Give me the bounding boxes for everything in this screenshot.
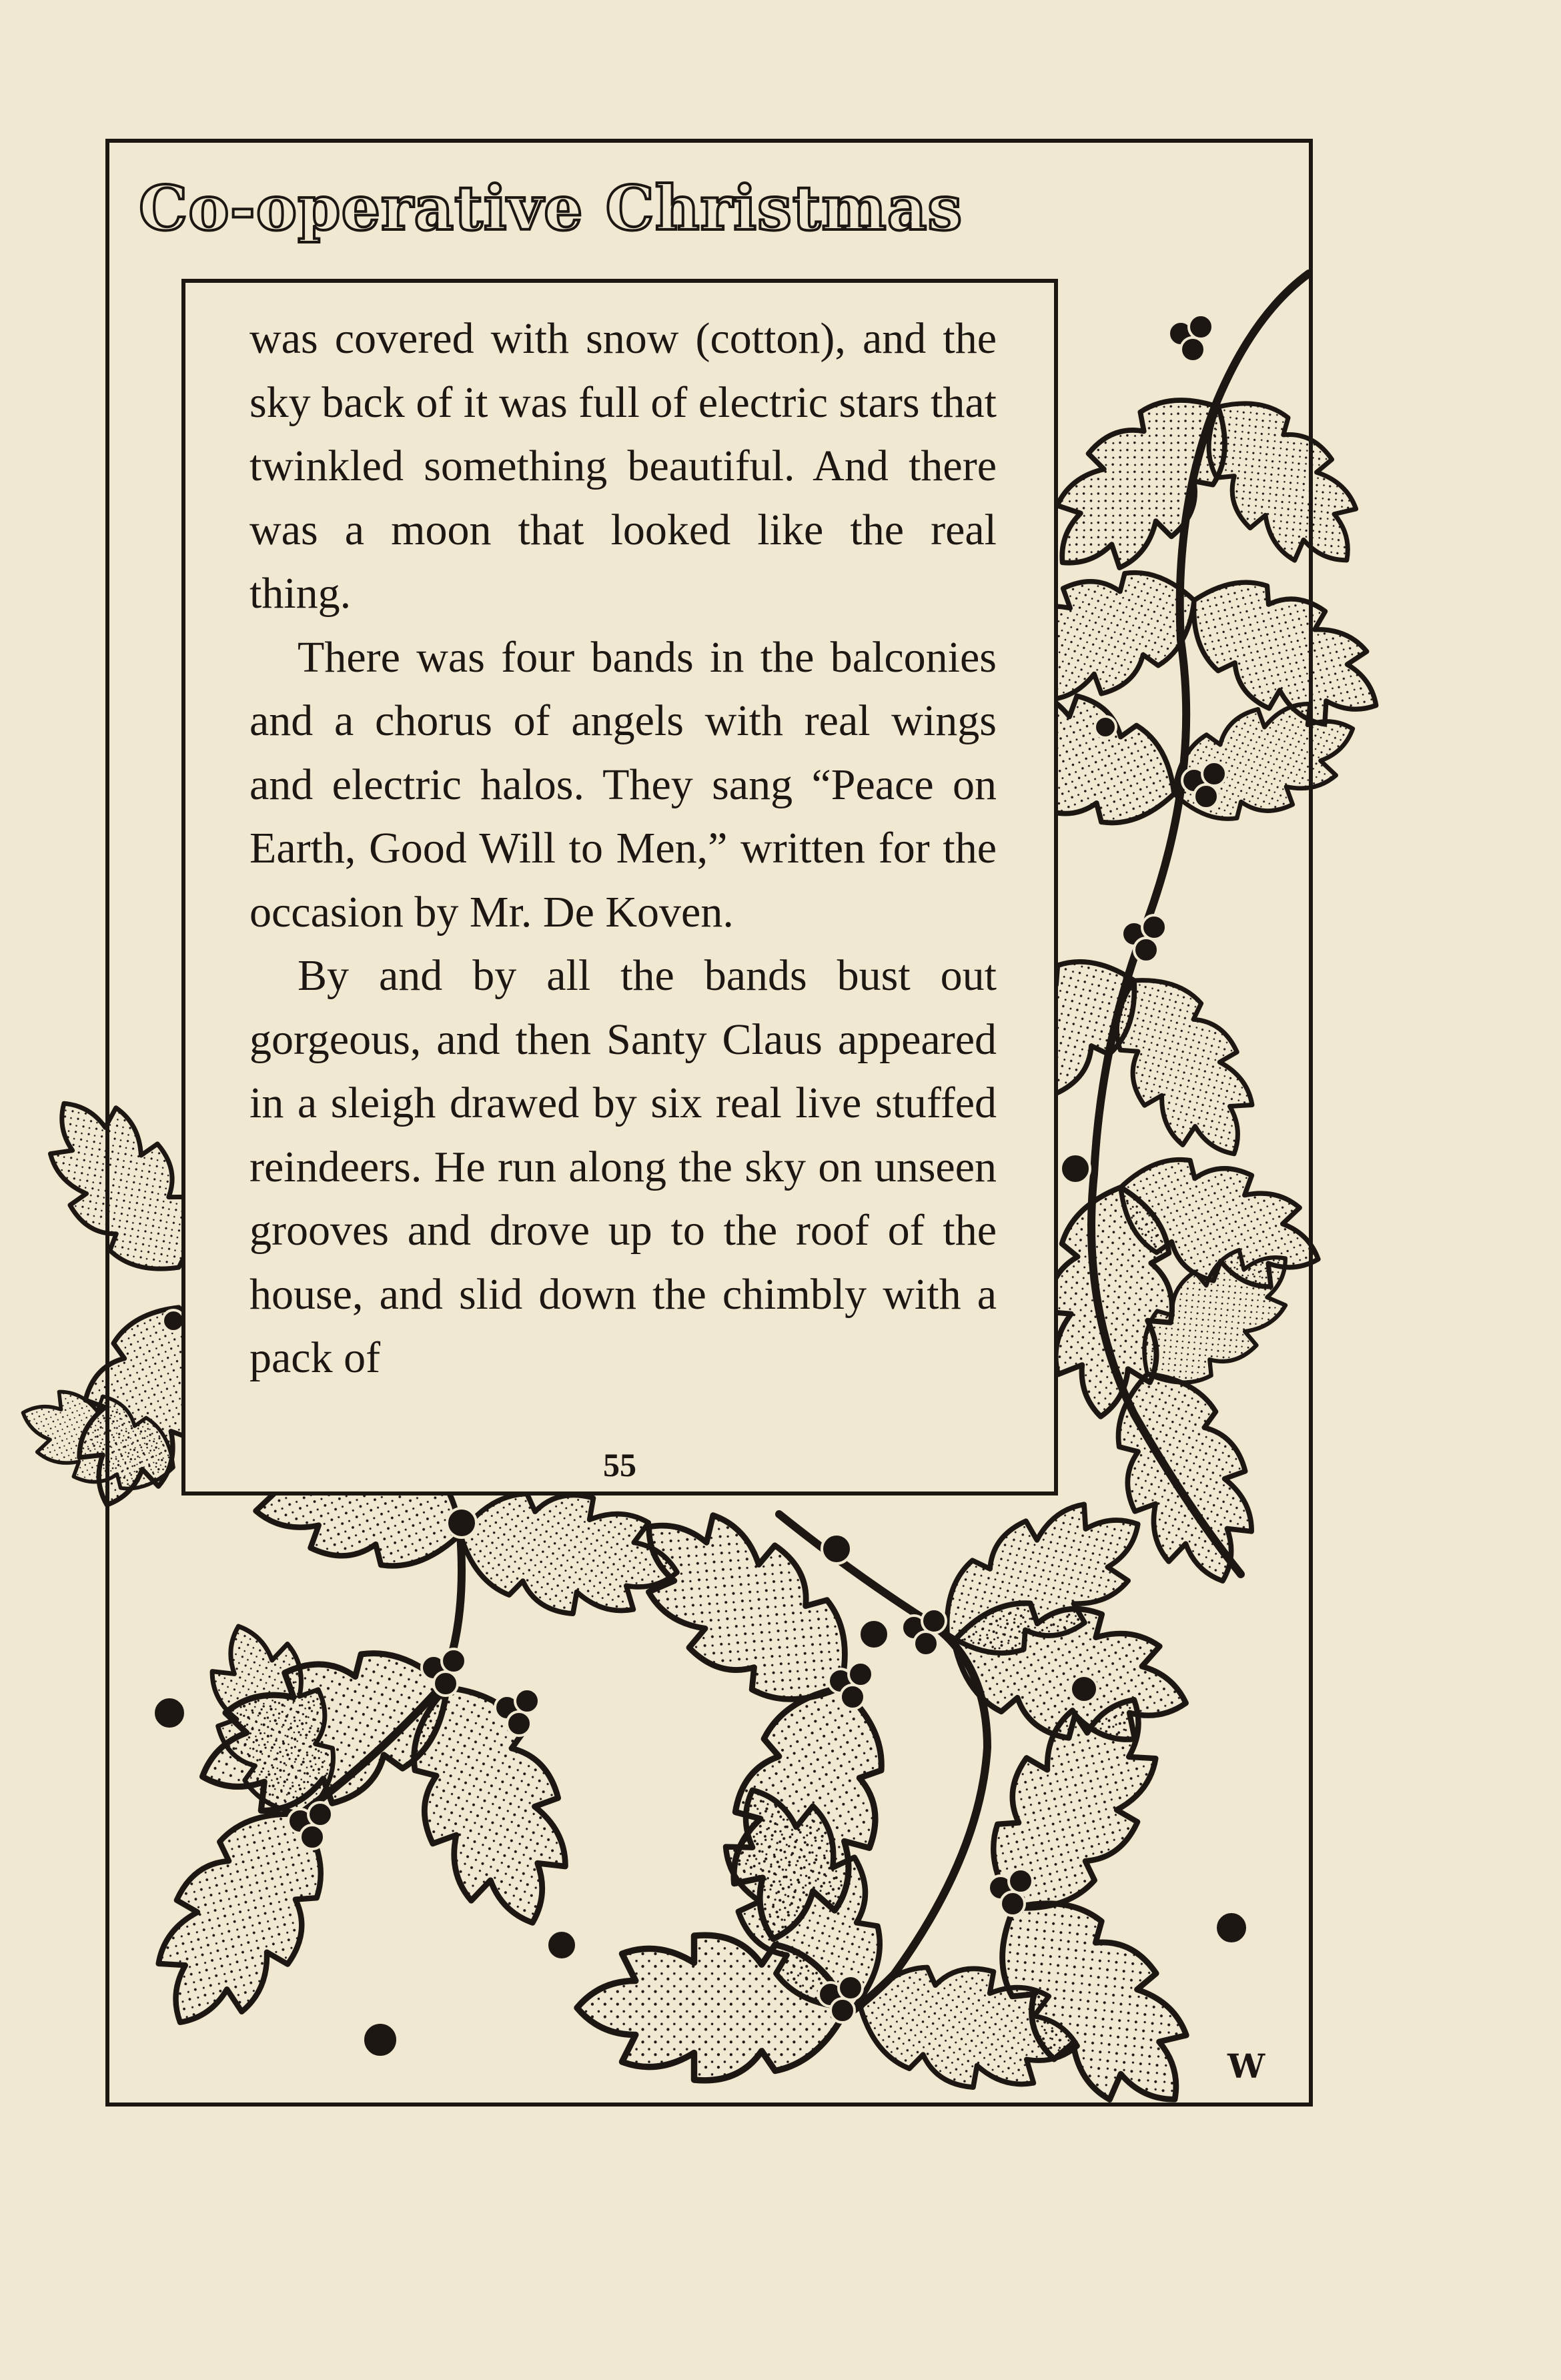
holly-leaves-bottom: [124, 1391, 1226, 2143]
artist-monogram: W: [1227, 2046, 1265, 2086]
running-title: Co-operative Christmas: [139, 172, 963, 244]
paragraph: By and by all the bands bust out gorgeous, and then Santy Claus appeared in a sleigh drawed by six real live stuffed reindeers. He run along the sky on unseen grooves and drove up to the roof of the house, and slid down the chimbly with a pack of: [249, 951, 997, 1382]
body-text: [249, 307, 997, 1390]
text-panel: [181, 279, 1058, 1496]
page-number: 55: [603, 1446, 636, 1483]
paragraph: There was four bands in the balconies and a chorus of angels with real wings and electric halos. They sang “Peace on Earth, Good Will to Men,” written for the occasion by Mr. De Koven.: [249, 632, 997, 937]
paragraph: was covered with snow (cotton), and the sky back of it was full of electric stars that twinkled something beautiful. And there was a moon that looked like the real thing.: [249, 314, 997, 618]
